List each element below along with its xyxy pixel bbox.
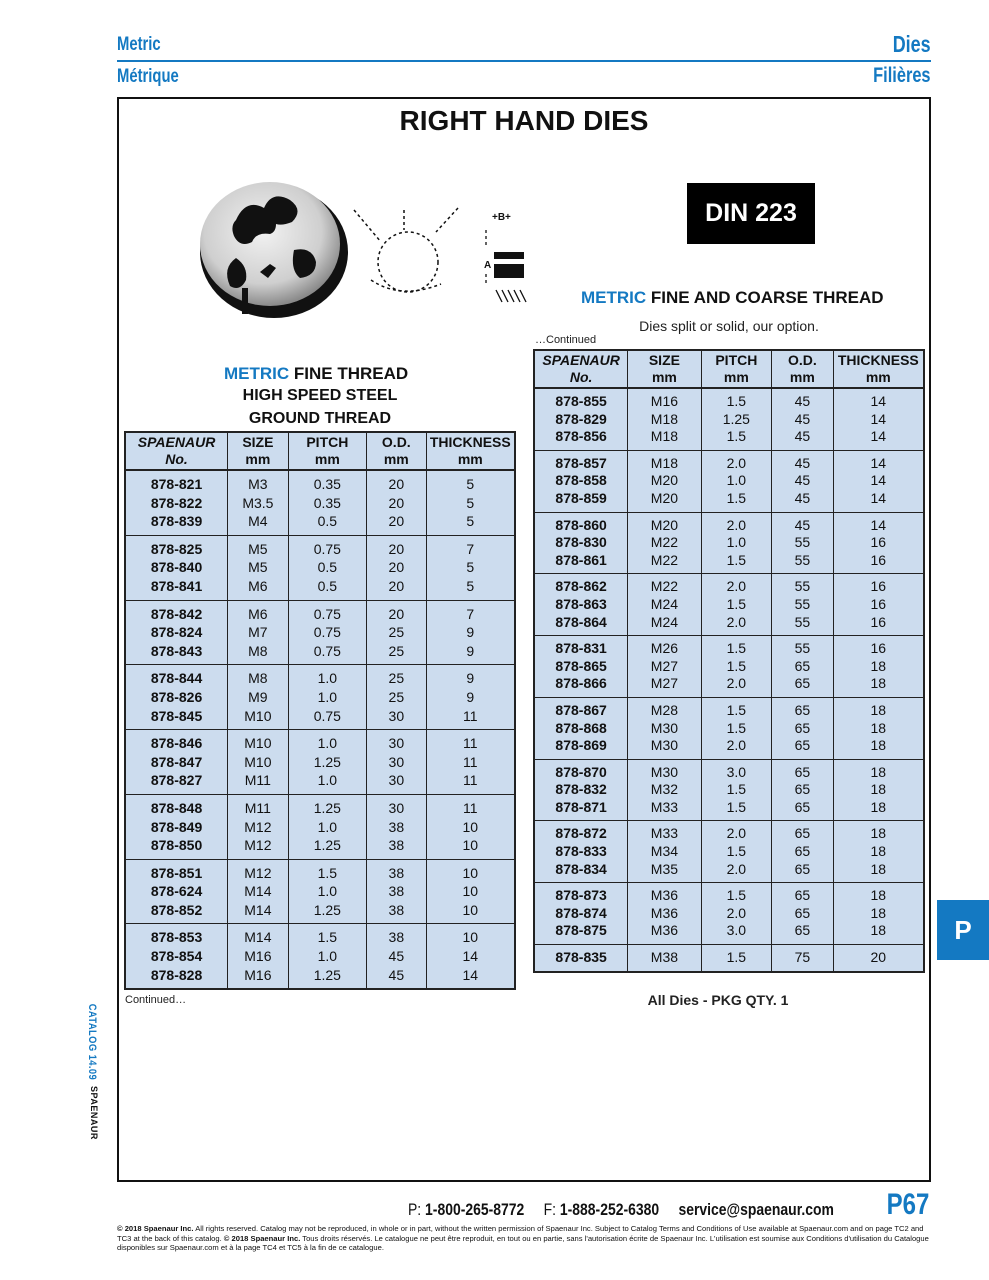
size-cell: M38 <box>628 945 701 972</box>
page-title: RIGHT HAND DIES <box>399 105 649 136</box>
table-row <box>534 945 924 972</box>
copyright-notice: © 2018 Spaenaur Inc. All rights reserved. Catalog may not be reproduced, in whole or in part, without the written permission of Spaenaur Inc. Subject to Catalog Terms and Conditions of Use available at Spaenaur.com and on page TC2 and TC3 at the back of this catalog. © 2018 Spaenaur Inc. Tous droits réservés. Le catalogue ne peut être reproduit, en tout ou en partie, sans l'autorisation écrite de Spaenaur Inc. L'utilisation est soumise aux Conditions d'utilisation du Catalogue disponibles sur Spaenaur.com et à la page TC4 et TC5 à la fin de ce catalogue. <box>117 1224 929 1253</box>
part-number-cell: 878-848 878-849 878-850 <box>125 794 228 859</box>
outer-diameter-cell: 75 <box>772 945 833 972</box>
size-cell: M5 M5 M6 <box>228 535 289 600</box>
split-solid-note: Dies split or solid, our option. <box>639 318 819 334</box>
outer-diameter-cell: 20 20 20 <box>367 535 427 600</box>
row-group <box>125 924 515 989</box>
size-cell: M14 M16 M16 <box>228 924 289 989</box>
outer-diameter-cell: 65 65 65 <box>772 697 833 759</box>
title-rest: FINE AND COARSE THREAD <box>646 288 884 307</box>
table-row <box>125 924 515 989</box>
die-illustration-icon <box>196 170 546 320</box>
column-header: O.D. mm <box>772 350 833 388</box>
header-rule <box>117 60 931 62</box>
thickness-cell: 18 18 18 <box>833 697 924 759</box>
part-number-cell: 878-842 878-824 878-843 <box>125 600 228 665</box>
table-row <box>534 388 924 450</box>
part-number-cell: 878-851 878-624 878-852 <box>125 859 228 924</box>
row-group <box>534 945 924 972</box>
table-row <box>534 759 924 821</box>
table-row <box>125 535 515 600</box>
pitch-cell: 1.0 1.0 0.75 <box>288 665 366 730</box>
part-number-cell: 878-855 878-829 878-856 <box>534 388 628 450</box>
outer-diameter-cell: 38 38 38 <box>367 859 427 924</box>
size-cell: M16 M18 M18 <box>628 388 701 450</box>
size-cell: M3 M3.5 M4 <box>228 470 289 535</box>
part-number-cell: 878-846 878-847 878-827 <box>125 730 228 795</box>
category-label-fr: Filières <box>873 64 931 87</box>
thickness-cell: 11 11 11 <box>426 730 515 795</box>
pitch-cell: 1.5 1.0 1.25 <box>288 924 366 989</box>
size-cell: M28 M30 M30 <box>628 697 701 759</box>
pitch-cell: 0.75 0.75 0.75 <box>288 600 366 665</box>
part-number-cell: 878-825 878-840 878-841 <box>125 535 228 600</box>
pitch-cell: 1.5 1.25 1.5 <box>701 388 772 450</box>
column-header: THICKNESS mm <box>426 432 515 470</box>
table-row <box>534 883 924 945</box>
table-row <box>125 859 515 924</box>
size-cell: M26 M27 M27 <box>628 636 701 698</box>
right-section-title <box>581 288 884 308</box>
outer-diameter-cell: 38 45 45 <box>367 924 427 989</box>
size-cell: M30 M32 M33 <box>628 759 701 821</box>
pitch-cell: 1.5 2.0 3.0 <box>701 883 772 945</box>
table-row <box>534 512 924 574</box>
column-header: PITCH mm <box>701 350 772 388</box>
part-number-cell: 878-867 878-868 878-869 <box>534 697 628 759</box>
row-group <box>534 636 924 698</box>
row-group <box>534 450 924 512</box>
continued-note-right: …Continued <box>535 334 597 346</box>
column-header: O.D. mm <box>367 432 427 470</box>
pitch-cell: 1.5 1.0 1.25 <box>288 859 366 924</box>
part-number-cell: 878-857 878-858 878-859 <box>534 450 628 512</box>
thickness-cell: 18 18 18 <box>833 883 924 945</box>
thickness-cell: 7 5 5 <box>426 535 515 600</box>
size-cell: M20 M22 M22 <box>628 512 701 574</box>
section-label-fr: Métrique <box>117 66 179 87</box>
pitch-cell: 0.75 0.5 0.5 <box>288 535 366 600</box>
outer-diameter-cell: 45 45 45 <box>772 388 833 450</box>
thickness-cell: 14 16 16 <box>833 512 924 574</box>
email-link[interactable]: service@spaenaur.com <box>678 1200 834 1219</box>
outer-diameter-cell: 55 55 55 <box>772 574 833 636</box>
outer-diameter-cell: 25 25 30 <box>367 665 427 730</box>
part-number-cell: 878-873 878-874 878-875 <box>534 883 628 945</box>
outer-diameter-cell: 30 30 30 <box>367 730 427 795</box>
brand-logo: SPAENAUR <box>89 1086 99 1140</box>
thickness-cell: 14 14 14 <box>833 450 924 512</box>
part-number-cell: 878-870 878-832 878-871 <box>534 759 628 821</box>
fax-number: 1-888-252-6380 <box>559 1200 660 1219</box>
table-row <box>125 600 515 665</box>
catalog-version: CATALOG 14.09 <box>86 1003 98 1081</box>
part-number-cell: 878-835 <box>534 945 628 972</box>
pitch-cell: 1.5 <box>701 945 772 972</box>
process-line: GROUND THREAD <box>248 410 392 427</box>
row-group <box>125 470 515 535</box>
svg-text:+B+: +B+ <box>492 212 511 223</box>
contact-line: P: 1-800-265-8772 F: 1-888-252-6380 service@spaenaur.com <box>408 1200 834 1219</box>
row-group <box>534 388 924 450</box>
part-number-cell: 878-860 878-830 878-861 <box>534 512 628 574</box>
pitch-cell: 1.25 1.0 1.25 <box>288 794 366 859</box>
table-row <box>534 574 924 636</box>
thickness-cell: 16 18 18 <box>833 636 924 698</box>
section-label-en: Metric <box>117 34 161 55</box>
outer-diameter-cell: 65 65 65 <box>772 883 833 945</box>
row-group <box>125 859 515 924</box>
column-header: SIZE mm <box>228 432 289 470</box>
svg-text:A: A <box>484 260 492 271</box>
title-accent: METRIC <box>224 364 290 383</box>
part-number-cell: 878-853 878-854 878-828 <box>125 924 228 989</box>
row-group <box>125 730 515 795</box>
pitch-cell: 0.35 0.35 0.5 <box>288 470 366 535</box>
pitch-cell: 2.0 1.0 1.5 <box>701 512 772 574</box>
thickness-cell: 18 18 18 <box>833 821 924 883</box>
row-group <box>534 512 924 574</box>
table-row <box>125 665 515 730</box>
column-header: SPAENAUR No. <box>125 432 228 470</box>
size-cell: M36 M36 M36 <box>628 883 701 945</box>
column-header: PITCH mm <box>288 432 366 470</box>
row-group <box>534 821 924 883</box>
size-cell: M11 M12 M12 <box>228 794 289 859</box>
pitch-cell: 3.0 1.5 1.5 <box>701 759 772 821</box>
thickness-cell: 10 14 14 <box>426 924 515 989</box>
row-group <box>125 600 515 665</box>
pitch-cell: 1.5 1.5 2.0 <box>701 697 772 759</box>
thickness-cell: 10 10 10 <box>426 859 515 924</box>
table-header-row <box>125 432 515 470</box>
row-group <box>125 535 515 600</box>
row-group <box>534 697 924 759</box>
material-line: HIGH SPEED STEEL <box>242 387 398 404</box>
outer-diameter-cell: 45 55 55 <box>772 512 833 574</box>
table-row <box>125 794 515 859</box>
pitch-cell: 1.0 1.25 1.0 <box>288 730 366 795</box>
outer-diameter-cell: 30 38 38 <box>367 794 427 859</box>
continued-note-left: Continued… <box>125 994 187 1006</box>
part-number-cell: 878-821 878-822 878-839 <box>125 470 228 535</box>
pitch-cell: 2.0 1.5 2.0 <box>701 821 772 883</box>
thickness-cell: 11 10 10 <box>426 794 515 859</box>
size-cell: M6 M7 M8 <box>228 600 289 665</box>
phone-number[interactable]: 1-800-265-8772 <box>425 1200 525 1219</box>
package-quantity-note: All Dies - PKG QTY. 1 <box>647 992 789 1008</box>
title-accent: METRIC <box>581 288 647 307</box>
part-number-cell: 878-872 878-833 878-834 <box>534 821 628 883</box>
fine-thread-table <box>124 431 516 990</box>
size-cell: M10 M10 M11 <box>228 730 289 795</box>
outer-diameter-cell: 55 65 65 <box>772 636 833 698</box>
size-cell: M33 M34 M35 <box>628 821 701 883</box>
table-row <box>534 636 924 698</box>
outer-diameter-cell: 65 65 65 <box>772 759 833 821</box>
table-row <box>534 450 924 512</box>
outer-diameter-cell: 20 20 20 <box>367 470 427 535</box>
thickness-cell: 5 5 5 <box>426 470 515 535</box>
outer-diameter-cell: 45 45 45 <box>772 450 833 512</box>
page-number: P67 <box>886 1188 929 1221</box>
part-number-cell: 878-844 878-826 878-845 <box>125 665 228 730</box>
column-header: THICKNESS mm <box>833 350 924 388</box>
row-group <box>534 883 924 945</box>
title-rest: FINE THREAD <box>289 364 409 383</box>
column-header: SPAENAUR No. <box>534 350 628 388</box>
size-cell: M12 M14 M14 <box>228 859 289 924</box>
pitch-cell: 1.5 1.5 2.0 <box>701 636 772 698</box>
column-header: SIZE mm <box>628 350 701 388</box>
thickness-cell: 9 9 11 <box>426 665 515 730</box>
thickness-cell: 7 9 9 <box>426 600 515 665</box>
size-cell: M22 M24 M24 <box>628 574 701 636</box>
table-row <box>534 697 924 759</box>
part-number-cell: 878-862 878-863 878-864 <box>534 574 628 636</box>
row-group <box>534 574 924 636</box>
table-row <box>125 470 515 535</box>
left-section-title <box>224 364 408 384</box>
standard-badge: DIN 223 <box>687 183 815 244</box>
thickness-cell: 20 <box>833 945 924 972</box>
outer-diameter-cell: 65 65 65 <box>772 821 833 883</box>
fine-coarse-thread-table <box>533 349 925 973</box>
size-cell: M18 M20 M20 <box>628 450 701 512</box>
pitch-cell: 2.0 1.0 1.5 <box>701 450 772 512</box>
part-number-cell: 878-831 878-865 878-866 <box>534 636 628 698</box>
table-header-row <box>534 350 924 388</box>
size-cell: M8 M9 M10 <box>228 665 289 730</box>
thickness-cell: 16 16 16 <box>833 574 924 636</box>
row-group <box>534 759 924 821</box>
thickness-cell: 14 14 14 <box>833 388 924 450</box>
category-label-en: Dies <box>893 31 931 57</box>
row-group <box>125 794 515 859</box>
table-row <box>534 821 924 883</box>
outer-diameter-cell: 20 25 25 <box>367 600 427 665</box>
row-group <box>125 665 515 730</box>
section-tab[interactable]: P <box>937 900 989 960</box>
thickness-cell: 18 18 18 <box>833 759 924 821</box>
table-row <box>125 730 515 795</box>
pitch-cell: 2.0 1.5 2.0 <box>701 574 772 636</box>
